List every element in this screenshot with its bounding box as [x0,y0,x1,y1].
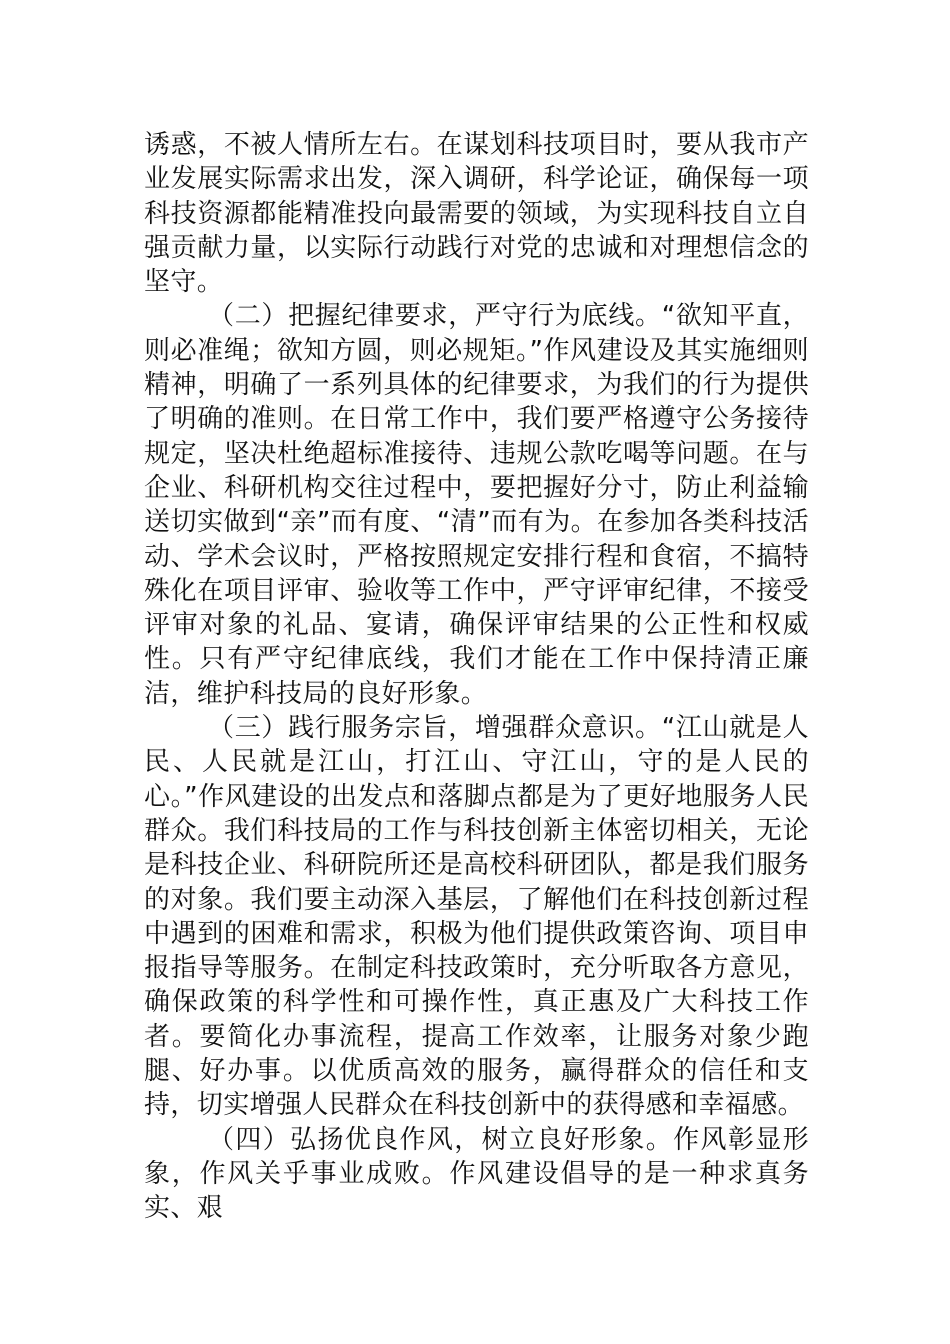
document-body [144,128,809,1226]
paragraph-section-4: （四）弘扬优良作风，树立良好形象。作风彰显形象，作风关乎事业成败。作风建设倡导的是一种求真务实、艰 [144,1124,809,1224]
paragraph-section-2: （二）把握纪律要求，严守行为底线。“欲知平直，则必准绳；欲知方圆，则必规矩。”作风建设及其实施细则精神，明确了一系列具体的纪律要求，为我们的行为提供了明确的准则。在日常工作中，我们要严格遵守公务接待规定，坚决杜绝超标准接待、违规公款吃喝等问题。在与企业、科研机构交往过程中，要把握好分寸，防止利益输送切实做到“亲”而有度、“清”而有为。在参加各类科技活动、学术会议时，严格按照规定安排行程和食宿，不搞特殊化在项目评审、验收等工作中，严守评审纪律，不接受评审对象的礼品、宴请，确保评审结果的公正性和权威性。只有严守纪律底线，我们才能在工作中保持清正廉洁，维护科技局的良好形象。 [144,301,809,709]
paragraph-section-3: （三）践行服务宗旨，增强群众意识。“江山就是人民、人民就是江山，打江山、守江山，守的是人民的心。”作风建设的出发点和落脚点都是为了更好地服务人民群众。我们科技局的工作与科技创新主体密切相关，无论是科技企业、科研院所还是高校科研团队，都是我们服务的对象。我们要主动深入基层，了解他们在科技创新过程中遇到的困难和需求，积极为他们提供政策咨询、项目申报指导等服务。在制定科技政策时，充分听取各方意见，确保政策的科学性和可操作性，真正惠及广大科技工作者。要简化办事流程，提高工作效率，让服务对象少跑腿、好办事。以优质高效的服务，赢得群众的信任和支持，切实增强人民群众在科技创新中的获得感和幸福感。 [144,713,809,1121]
paragraph-continuation: 诱惑，不被人情所左右。在谋划科技项目时，要从我市产业发展实际需求出发，深入调研，科学论证，确保每一项科技资源都能精准投向最需要的领域，为实现科技自立自强贡献力量，以实际行动践行对党的忠诚和对理想信念的坚守。 [144,130,809,298]
